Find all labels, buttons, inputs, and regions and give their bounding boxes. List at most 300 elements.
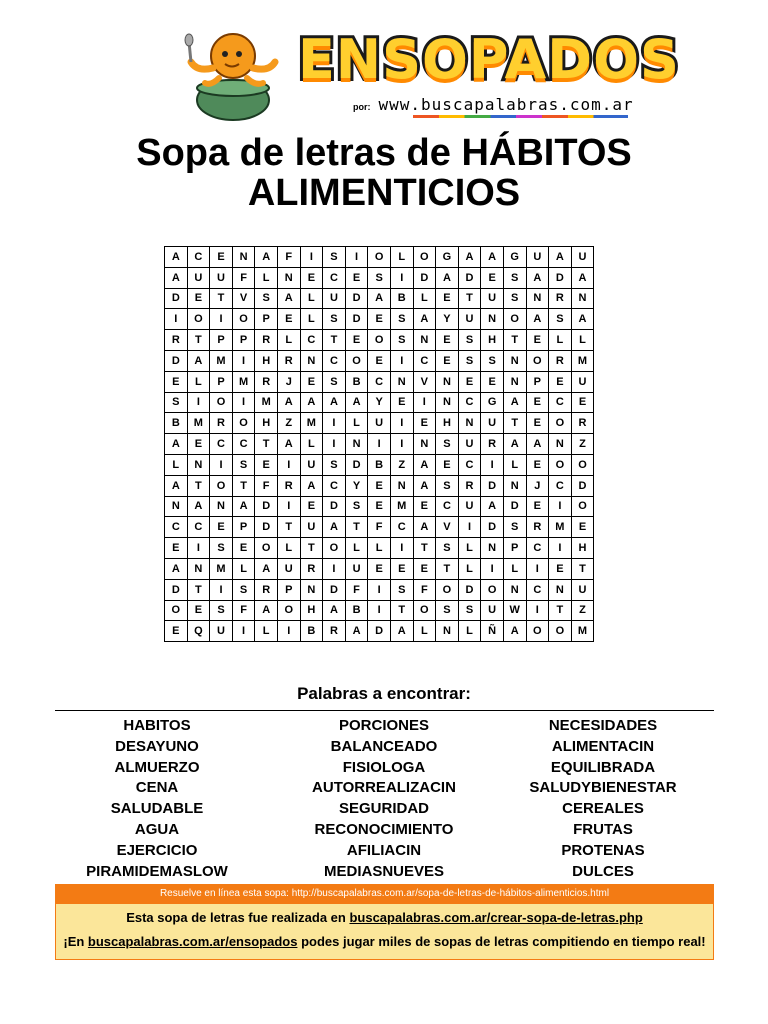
- grid-cell: N: [481, 309, 504, 330]
- grid-cell: B: [300, 621, 323, 642]
- grid-cell: U: [345, 558, 368, 579]
- grid-cell: P: [210, 371, 233, 392]
- word-item: CENA: [135, 779, 179, 797]
- grid-cell: Y: [368, 392, 391, 413]
- word-item: PIRAMIDEMASLOW: [86, 862, 228, 880]
- grid-cell: O: [549, 621, 572, 642]
- grid-cell: R: [277, 350, 300, 371]
- grid-cell: A: [187, 350, 210, 371]
- grid-cell: S: [210, 600, 233, 621]
- grid-cell: D: [165, 579, 188, 600]
- grid-cell: B: [345, 371, 368, 392]
- grid-cell: E: [345, 330, 368, 351]
- grid-cell: N: [503, 475, 526, 496]
- grid-row: [165, 309, 594, 330]
- grid-cell: I: [549, 538, 572, 559]
- word-item: ALIMENTACIN: [551, 737, 655, 755]
- footer-line-2-pre: ¡En: [63, 934, 88, 949]
- grid-cell: O: [210, 475, 233, 496]
- grid-cell: D: [458, 579, 481, 600]
- grid-cell: N: [458, 413, 481, 434]
- grid-cell: T: [345, 517, 368, 538]
- word-item: AFILIACIN: [346, 841, 422, 859]
- grid-cell: M: [255, 392, 278, 413]
- grid-cell: F: [232, 267, 255, 288]
- grid-cell: N: [300, 350, 323, 371]
- grid-cell: I: [390, 434, 413, 455]
- grid-cell: P: [503, 538, 526, 559]
- grid-cell: A: [345, 621, 368, 642]
- word-item: FRUTAS: [573, 820, 633, 838]
- grid-cell: E: [571, 392, 594, 413]
- grid-cell: S: [255, 288, 278, 309]
- grid-cell: N: [300, 579, 323, 600]
- grid-cell: S: [436, 434, 459, 455]
- grid-cell: I: [323, 413, 346, 434]
- grid-cell: A: [165, 475, 188, 496]
- title-line-2: ALIMENTICIOS: [247, 172, 521, 214]
- grid-cell: I: [481, 558, 504, 579]
- grid-cell: O: [436, 579, 459, 600]
- grid-cell: P: [210, 330, 233, 351]
- grid-cell: O: [413, 247, 436, 268]
- grid-cell: E: [368, 350, 391, 371]
- grid-cell: O: [210, 392, 233, 413]
- grid-cell: I: [526, 558, 549, 579]
- grid-cell: D: [323, 579, 346, 600]
- grid-cell: U: [458, 309, 481, 330]
- grid-cell: O: [232, 413, 255, 434]
- grid-cell: I: [368, 579, 391, 600]
- grid-cell: A: [571, 267, 594, 288]
- grid-cell: R: [255, 579, 278, 600]
- grid-cell: E: [165, 621, 188, 642]
- grid-row: [165, 267, 594, 288]
- grid-cell: D: [345, 288, 368, 309]
- grid-cell: C: [458, 454, 481, 475]
- word-item: DESAYUNO: [115, 737, 199, 755]
- grid-cell: I: [481, 454, 504, 475]
- grid-row: [165, 496, 594, 517]
- grid-cell: I: [277, 621, 300, 642]
- grid-cell: C: [413, 350, 436, 371]
- grid-cell: S: [232, 454, 255, 475]
- grid-cell: A: [277, 434, 300, 455]
- grid-cell: N: [210, 496, 233, 517]
- grid-cell: D: [481, 475, 504, 496]
- grid-cell: S: [323, 309, 346, 330]
- grid-cell: N: [413, 434, 436, 455]
- grid-cell: Z: [571, 600, 594, 621]
- grid-cell: E: [277, 309, 300, 330]
- grid-cell: P: [232, 517, 255, 538]
- grid-cell: Ñ: [481, 621, 504, 642]
- grid-cell: I: [187, 538, 210, 559]
- word-item: BALANCEADO: [330, 737, 438, 755]
- grid-cell: E: [526, 330, 549, 351]
- grid-cell: L: [368, 538, 391, 559]
- grid-cell: A: [345, 392, 368, 413]
- grid-cell: D: [345, 309, 368, 330]
- grid-cell: Z: [277, 413, 300, 434]
- grid-cell: C: [323, 267, 346, 288]
- grid-cell: A: [323, 600, 346, 621]
- footer-line-2-post: podes jugar miles de sopas de letras compitiendo en tiempo real!: [297, 934, 706, 949]
- grid-row: [165, 621, 594, 642]
- ensopados-link[interactable]: buscapalabras.com.ar/ensopados: [87, 934, 298, 949]
- grid-cell: L: [255, 621, 278, 642]
- grid-cell: A: [481, 496, 504, 517]
- word-item: AGUA: [134, 820, 180, 838]
- grid-cell: U: [458, 434, 481, 455]
- grid-cell: I: [232, 621, 255, 642]
- grid-cell: T: [210, 288, 233, 309]
- grid-cell: E: [458, 371, 481, 392]
- grid-cell: L: [345, 538, 368, 559]
- grid-cell: I: [210, 454, 233, 475]
- grid-row: [165, 454, 594, 475]
- grid-cell: D: [255, 496, 278, 517]
- grid-cell: A: [503, 621, 526, 642]
- grid-cell: C: [526, 579, 549, 600]
- divider: [55, 710, 714, 711]
- grid-cell: A: [323, 392, 346, 413]
- grid-cell: N: [503, 579, 526, 600]
- grid-cell: L: [549, 330, 572, 351]
- ensopados-logo: [298, 28, 680, 120]
- grid-cell: U: [210, 267, 233, 288]
- grid-cell: N: [165, 496, 188, 517]
- grid-cell: D: [255, 517, 278, 538]
- grid-cell: T: [571, 558, 594, 579]
- grid-cell: P: [255, 309, 278, 330]
- grid-cell: T: [277, 517, 300, 538]
- grid-cell: N: [345, 434, 368, 455]
- grid-cell: M: [300, 413, 323, 434]
- grid-cell: D: [503, 496, 526, 517]
- grid-cell: L: [300, 288, 323, 309]
- grid-cell: R: [300, 558, 323, 579]
- grid-cell: E: [481, 371, 504, 392]
- grid-cell: O: [345, 350, 368, 371]
- grid-cell: L: [277, 538, 300, 559]
- grid-cell: T: [413, 538, 436, 559]
- word-item: SEGURIDAD: [338, 800, 429, 818]
- grid-cell: C: [187, 517, 210, 538]
- grid-cell: O: [187, 309, 210, 330]
- word-item: ALMUERZO: [114, 758, 200, 776]
- grid-cell: M: [210, 350, 233, 371]
- grid-cell: S: [323, 247, 346, 268]
- grid-cell: S: [458, 600, 481, 621]
- grid-cell: A: [526, 434, 549, 455]
- grid-cell: C: [549, 392, 572, 413]
- grid-cell: N: [390, 371, 413, 392]
- grid-cell: A: [526, 309, 549, 330]
- grid-cell: N: [481, 538, 504, 559]
- footer-info-box: [55, 904, 714, 960]
- grid-cell: O: [481, 579, 504, 600]
- grid-cell: B: [165, 413, 188, 434]
- grid-cell: E: [413, 558, 436, 579]
- grid-row: [165, 247, 594, 268]
- grid-row: [165, 434, 594, 455]
- grid-cell: M: [232, 371, 255, 392]
- word-item: RECONOCIMIENTO: [314, 820, 454, 838]
- grid-cell: S: [503, 288, 526, 309]
- grid-cell: T: [503, 330, 526, 351]
- grid-cell: O: [413, 600, 436, 621]
- grid-cell: I: [390, 350, 413, 371]
- grid-cell: F: [345, 579, 368, 600]
- grid-cell: E: [300, 496, 323, 517]
- grid-cell: I: [277, 496, 300, 517]
- grid-cell: A: [503, 434, 526, 455]
- grid-cell: N: [390, 475, 413, 496]
- por-label: por:: [353, 102, 371, 112]
- footer-line-2: [56, 934, 713, 949]
- grid-cell: I: [323, 434, 346, 455]
- grid-cell: A: [368, 288, 391, 309]
- grid-cell: O: [526, 621, 549, 642]
- create-puzzle-link[interactable]: buscapalabras.com.ar/crear-sopa-de-letras.php: [349, 910, 643, 925]
- grid-row: [165, 288, 594, 309]
- grid-cell: D: [323, 496, 346, 517]
- grid-cell: E: [436, 288, 459, 309]
- word-item: CEREALES: [562, 800, 644, 818]
- grid-cell: S: [232, 579, 255, 600]
- grid-cell: I: [413, 392, 436, 413]
- grid-cell: E: [368, 309, 391, 330]
- grid-cell: A: [165, 247, 188, 268]
- grid-cell: T: [436, 558, 459, 579]
- grid-cell: I: [390, 413, 413, 434]
- grid-cell: A: [413, 475, 436, 496]
- grid-cell: S: [503, 267, 526, 288]
- grid-cell: E: [526, 496, 549, 517]
- word-item: SALUDYBIENESTAR: [529, 779, 677, 797]
- grid-cell: I: [232, 350, 255, 371]
- grid-cell: N: [277, 267, 300, 288]
- grid-cell: L: [458, 558, 481, 579]
- grid-cell: C: [323, 350, 346, 371]
- grid-cell: A: [277, 288, 300, 309]
- grid-cell: N: [571, 288, 594, 309]
- grid-cell: E: [165, 371, 188, 392]
- grid-cell: A: [323, 517, 346, 538]
- grid-cell: L: [300, 309, 323, 330]
- grid-cell: C: [436, 496, 459, 517]
- grid-cell: H: [255, 413, 278, 434]
- grid-cell: E: [390, 392, 413, 413]
- grid-row: [165, 517, 594, 538]
- grid-cell: A: [436, 267, 459, 288]
- grid-cell: T: [300, 538, 323, 559]
- grid-cell: I: [390, 538, 413, 559]
- grid-cell: E: [300, 371, 323, 392]
- grid-row: [165, 413, 594, 434]
- grid-cell: V: [436, 517, 459, 538]
- grid-cell: E: [232, 538, 255, 559]
- grid-cell: S: [390, 330, 413, 351]
- grid-cell: T: [232, 475, 255, 496]
- grid-row: [165, 558, 594, 579]
- grid-cell: L: [503, 558, 526, 579]
- grid-cell: Q: [187, 621, 210, 642]
- footer-line-1-text: Esta sopa de letras fue realizada en: [126, 910, 350, 925]
- grid-cell: F: [255, 475, 278, 496]
- rainbow-underline: [413, 115, 628, 118]
- grid-cell: L: [458, 621, 481, 642]
- grid-row: [165, 330, 594, 351]
- grid-cell: L: [187, 371, 210, 392]
- word-item: DULCES: [572, 862, 634, 880]
- grid-cell: N: [436, 392, 459, 413]
- grid-cell: D: [481, 517, 504, 538]
- grid-cell: I: [549, 496, 572, 517]
- grid-cell: E: [526, 392, 549, 413]
- grid-cell: C: [210, 434, 233, 455]
- grid-row: [165, 538, 594, 559]
- grid-cell: N: [549, 434, 572, 455]
- grid-cell: A: [165, 434, 188, 455]
- grid-cell: F: [232, 600, 255, 621]
- grid-cell: H: [255, 350, 278, 371]
- grid-cell: U: [571, 247, 594, 268]
- grid-cell: I: [526, 600, 549, 621]
- grid-cell: O: [368, 247, 391, 268]
- grid-cell: D: [458, 267, 481, 288]
- grid-cell: S: [458, 350, 481, 371]
- grid-cell: H: [436, 413, 459, 434]
- grid-cell: R: [165, 330, 188, 351]
- word-item: EJERCICIO: [116, 841, 198, 859]
- grid-cell: L: [255, 267, 278, 288]
- grid-cell: N: [503, 350, 526, 371]
- grid-cell: O: [323, 538, 346, 559]
- online-link-bar[interactable]: Resuelve en línea esta sopa: http://buscapalabras.com.ar/sopa-de-letras-de-hábitos-alimenticios.html: [55, 884, 714, 904]
- grid-cell: M: [571, 621, 594, 642]
- grid-cell: C: [323, 475, 346, 496]
- grid-cell: O: [571, 454, 594, 475]
- grid-cell: I: [210, 579, 233, 600]
- grid-cell: N: [187, 558, 210, 579]
- word-item: NECESIDADES: [548, 717, 658, 734]
- grid-cell: U: [323, 288, 346, 309]
- grid-cell: I: [390, 267, 413, 288]
- grid-cell: T: [323, 330, 346, 351]
- grid-cell: E: [413, 496, 436, 517]
- grid-cell: I: [368, 434, 391, 455]
- grid-cell: A: [390, 621, 413, 642]
- grid-cell: N: [187, 454, 210, 475]
- grid-cell: E: [413, 413, 436, 434]
- grid-cell: T: [458, 288, 481, 309]
- grid-cell: H: [481, 330, 504, 351]
- grid-cell: E: [345, 267, 368, 288]
- word-column-1: [47, 716, 267, 882]
- grid-cell: A: [277, 392, 300, 413]
- grid-cell: N: [526, 288, 549, 309]
- grid-cell: L: [165, 454, 188, 475]
- grid-cell: T: [187, 579, 210, 600]
- grid-row: [165, 600, 594, 621]
- header: [0, 0, 768, 130]
- grid-cell: L: [345, 413, 368, 434]
- grid-cell: T: [255, 434, 278, 455]
- grid-cell: U: [458, 496, 481, 517]
- grid-cell: D: [413, 267, 436, 288]
- grid-cell: R: [549, 350, 572, 371]
- grid-cell: E: [436, 454, 459, 475]
- grid-cell: P: [232, 330, 255, 351]
- grid-cell: E: [481, 267, 504, 288]
- grid-cell: D: [165, 288, 188, 309]
- grid-cell: A: [458, 247, 481, 268]
- grid-cell: O: [277, 600, 300, 621]
- grid-cell: I: [232, 392, 255, 413]
- grid-cell: G: [503, 247, 526, 268]
- grid-cell: O: [526, 350, 549, 371]
- grid-cell: A: [549, 247, 572, 268]
- grid-row: [165, 579, 594, 600]
- grid-cell: T: [187, 475, 210, 496]
- grid-cell: R: [210, 413, 233, 434]
- grid-cell: R: [458, 475, 481, 496]
- grid-cell: G: [436, 247, 459, 268]
- grid-cell: T: [390, 600, 413, 621]
- grid-cell: U: [187, 267, 210, 288]
- grid-cell: P: [277, 579, 300, 600]
- grid-cell: O: [503, 309, 526, 330]
- grid-cell: E: [368, 558, 391, 579]
- grid-cell: R: [571, 413, 594, 434]
- grid-cell: S: [390, 309, 413, 330]
- word-column-2: [274, 716, 494, 882]
- grid-cell: O: [232, 309, 255, 330]
- grid-cell: C: [458, 392, 481, 413]
- grid-cell: R: [277, 475, 300, 496]
- grid-cell: O: [368, 330, 391, 351]
- grid-cell: I: [323, 558, 346, 579]
- grid-cell: E: [300, 267, 323, 288]
- grid-cell: U: [300, 454, 323, 475]
- words-title: Palabras a encontrar:: [297, 684, 471, 703]
- page-title: [0, 133, 768, 213]
- grid-cell: D: [368, 621, 391, 642]
- grid-cell: L: [503, 454, 526, 475]
- grid-cell: E: [390, 558, 413, 579]
- grid-cell: U: [210, 621, 233, 642]
- grid-cell: A: [255, 558, 278, 579]
- grid-cell: C: [300, 330, 323, 351]
- grid-cell: A: [232, 496, 255, 517]
- grid-cell: O: [549, 413, 572, 434]
- grid-cell: E: [368, 475, 391, 496]
- grid-cell: M: [390, 496, 413, 517]
- grid-cell: E: [368, 496, 391, 517]
- grid-cell: F: [277, 247, 300, 268]
- grid-cell: P: [526, 371, 549, 392]
- grid-cell: A: [503, 392, 526, 413]
- grid-cell: U: [277, 558, 300, 579]
- grid-cell: T: [187, 330, 210, 351]
- grid-cell: Y: [436, 309, 459, 330]
- grid-cell: S: [165, 392, 188, 413]
- grid-cell: M: [210, 558, 233, 579]
- grid-cell: A: [481, 247, 504, 268]
- grid-cell: M: [571, 350, 594, 371]
